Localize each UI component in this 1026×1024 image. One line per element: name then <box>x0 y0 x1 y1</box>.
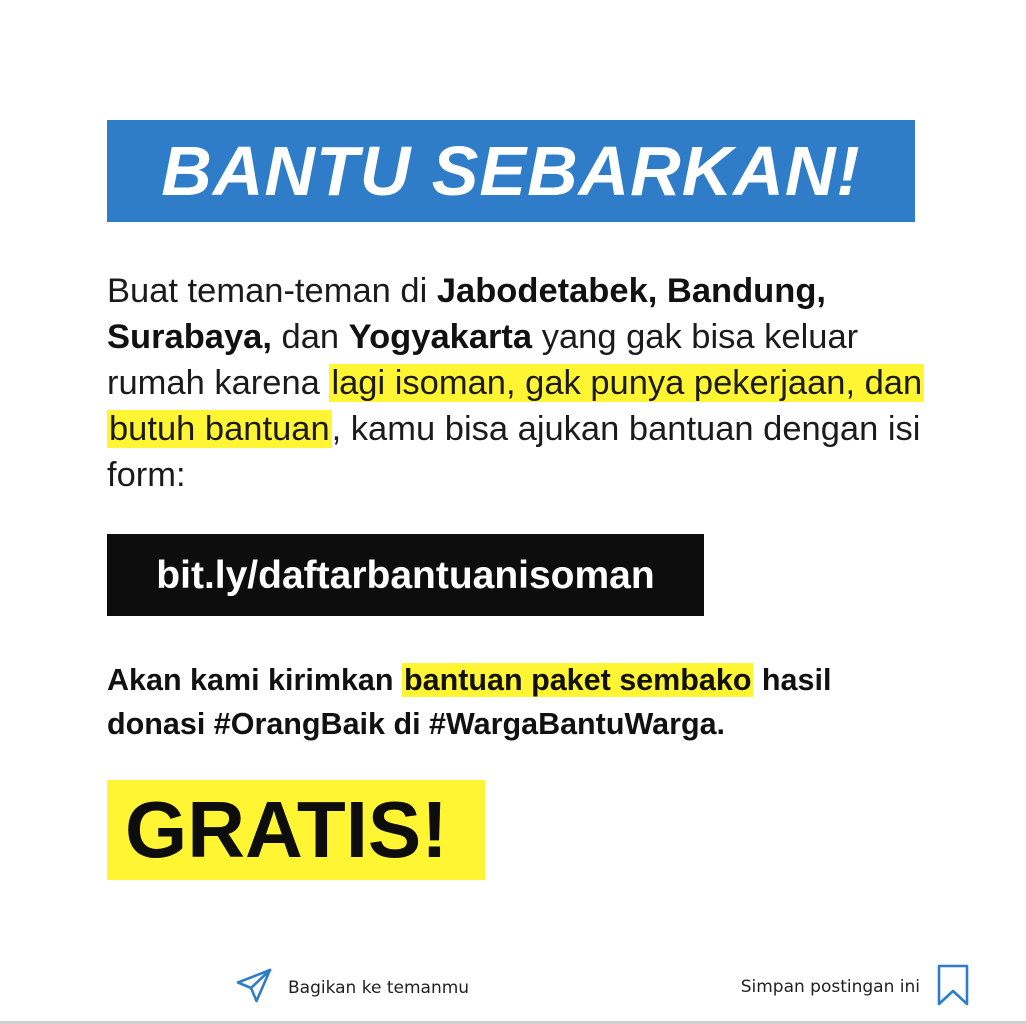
note-text-1: Akan kami kirimkan <box>107 663 402 697</box>
form-link-box[interactable] <box>107 534 704 616</box>
gratis-label: GRATIS! <box>125 785 448 874</box>
save-button[interactable] <box>741 964 970 1010</box>
intro-paragraph <box>107 268 937 498</box>
share-label[interactable]: Bagikan ke temanmu <box>288 978 470 998</box>
bookmark-icon[interactable] <box>936 963 970 1012</box>
share-button[interactable] <box>234 966 469 1010</box>
form-link[interactable]: bit.ly/daftarbantuanisoman <box>156 553 655 597</box>
note-paragraph <box>107 658 937 746</box>
note-highlight: bantuan paket sembako <box>403 663 752 697</box>
intro-text-3: dan <box>271 318 349 356</box>
intro-text-4: yang gak bisa keluar rumah karena <box>107 318 859 402</box>
send-icon[interactable] <box>234 966 274 1011</box>
gratis-box <box>107 780 485 880</box>
intro-text-1: Buat teman-teman di <box>107 272 437 310</box>
page-title: BANTU SEBARKAN! <box>161 132 861 210</box>
intro-city-2: Surabaya, <box>107 318 272 356</box>
intro-text-5: , kamu bisa ajukan bantuan dengan isi form: <box>107 410 921 494</box>
intro-city-1: Jabodetabek, Bandung, <box>436 272 826 310</box>
note-text-2: hasil donasi #OrangBaik di #WargaBantuWarga. <box>107 663 832 741</box>
intro-highlight: lagi isoman, gak punya pekerjaan, dan butuh bantuan <box>109 364 923 448</box>
intro-city-3: Yogyakarta <box>348 318 533 356</box>
save-label[interactable]: Simpan postingan ini <box>740 977 920 997</box>
title-banner <box>107 120 915 222</box>
